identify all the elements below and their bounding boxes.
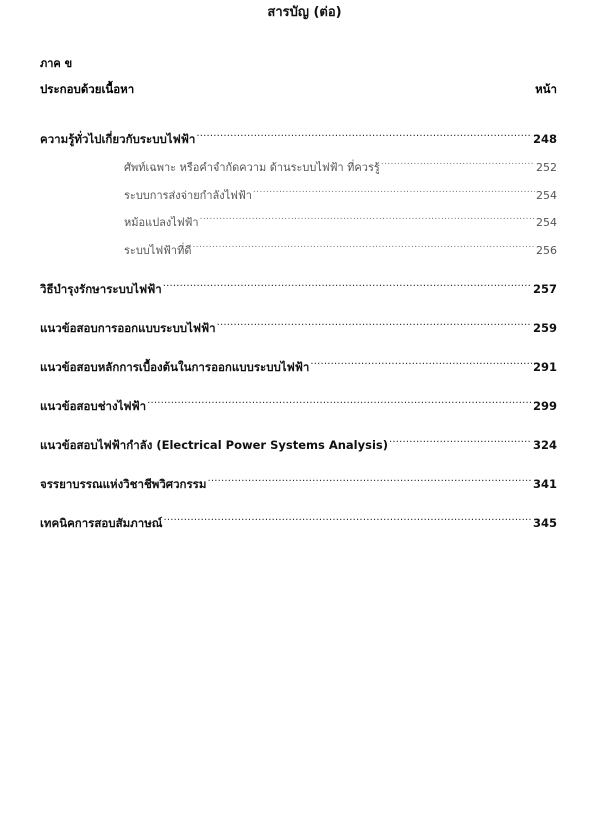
toc-entry[interactable] — [40, 431, 557, 452]
toc-dot-leader — [196, 125, 532, 143]
toc-entry-title: ระบบการส่งจ่ายกำลังไฟฟ้า — [124, 189, 252, 202]
toc-entry[interactable] — [40, 392, 557, 413]
toc-dot-leader — [163, 509, 532, 527]
toc-entry-page: 257 — [532, 282, 557, 296]
contents-header — [40, 80, 557, 98]
toc-entry-title: หม้อแปลงไฟฟ้า — [124, 216, 199, 229]
toc-entry-title: จรรยาบรรณแห่งวิชาชีพวิศวกรรม — [40, 477, 207, 491]
toc-entry[interactable] — [40, 470, 557, 491]
toc-dot-leader — [217, 314, 532, 332]
toc-entry[interactable] — [40, 125, 557, 146]
toc-dot-leader — [310, 353, 532, 371]
toc-entry[interactable] — [40, 509, 557, 530]
toc-entry-page: 259 — [532, 321, 557, 335]
toc-entry-title: วิธีบำรุงรักษาระบบไฟฟ้า — [40, 282, 162, 296]
page-column-label: หน้า — [535, 82, 557, 96]
toc-entry-page: 291 — [532, 360, 557, 374]
toc-entry-title: แนวข้อสอบไฟฟ้ากำลัง (Electrical Power Systems Analysis) — [40, 438, 388, 452]
toc-subentry[interactable] — [124, 236, 557, 257]
toc-entry[interactable] — [40, 353, 557, 374]
toc-entry-page: 345 — [532, 516, 557, 530]
toc-entry[interactable] — [40, 275, 557, 296]
contents-column-label: ประกอบด้วยเนื้อหา — [40, 82, 135, 96]
toc-dot-leader — [163, 275, 532, 293]
toc-entry-page: 256 — [536, 244, 557, 257]
toc-entry-title: แนวข้อสอบหลักการเบื้องต้นในการออกแบบระบบไฟฟ้า — [40, 360, 310, 374]
toc-dot-leader — [147, 392, 532, 410]
toc-entry-title: แนวข้อสอบการออกแบบระบบไฟฟ้า — [40, 321, 216, 335]
toc-entry-title: ความรู้ทั่วไปเกี่ยวกับระบบไฟฟ้า — [40, 132, 196, 146]
toc-subentry[interactable] — [124, 153, 557, 174]
toc-entry-title: เทคนิคการสอบสัมภาษณ์ — [40, 516, 163, 530]
toc-entry-title: ระบบไฟฟ้าที่ดี — [124, 244, 192, 257]
toc-entry-page: 254 — [536, 189, 557, 202]
toc-dot-leader — [389, 431, 532, 449]
toc-entry-page: 299 — [532, 399, 557, 413]
toc-dot-leader — [381, 153, 535, 171]
toc-entry-page: 324 — [532, 438, 557, 452]
toc-entry[interactable] — [40, 314, 557, 335]
toc-entry-page: 254 — [536, 216, 557, 229]
toc-entry-title: ศัพท์เฉพาะ หรือคำจำกัดความ ด้านระบบไฟฟ้า ที่ควรรู้ — [124, 161, 380, 174]
section-label: ภาค ข — [40, 57, 73, 70]
page-title: สารบัญ (ต่อ) — [267, 5, 342, 20]
toc-dot-leader — [200, 208, 535, 226]
toc-entry-page: 248 — [532, 132, 557, 146]
toc-entry-page: 252 — [536, 161, 557, 174]
toc-dot-leader — [207, 470, 532, 488]
toc-dot-leader — [192, 236, 535, 254]
toc-subentry[interactable] — [124, 208, 557, 229]
toc-entry-page: 341 — [532, 477, 557, 491]
toc-subentry[interactable] — [124, 181, 557, 202]
toc-dot-leader — [253, 181, 535, 199]
toc-entry-title: แนวข้อสอบช่างไฟฟ้า — [40, 399, 147, 413]
